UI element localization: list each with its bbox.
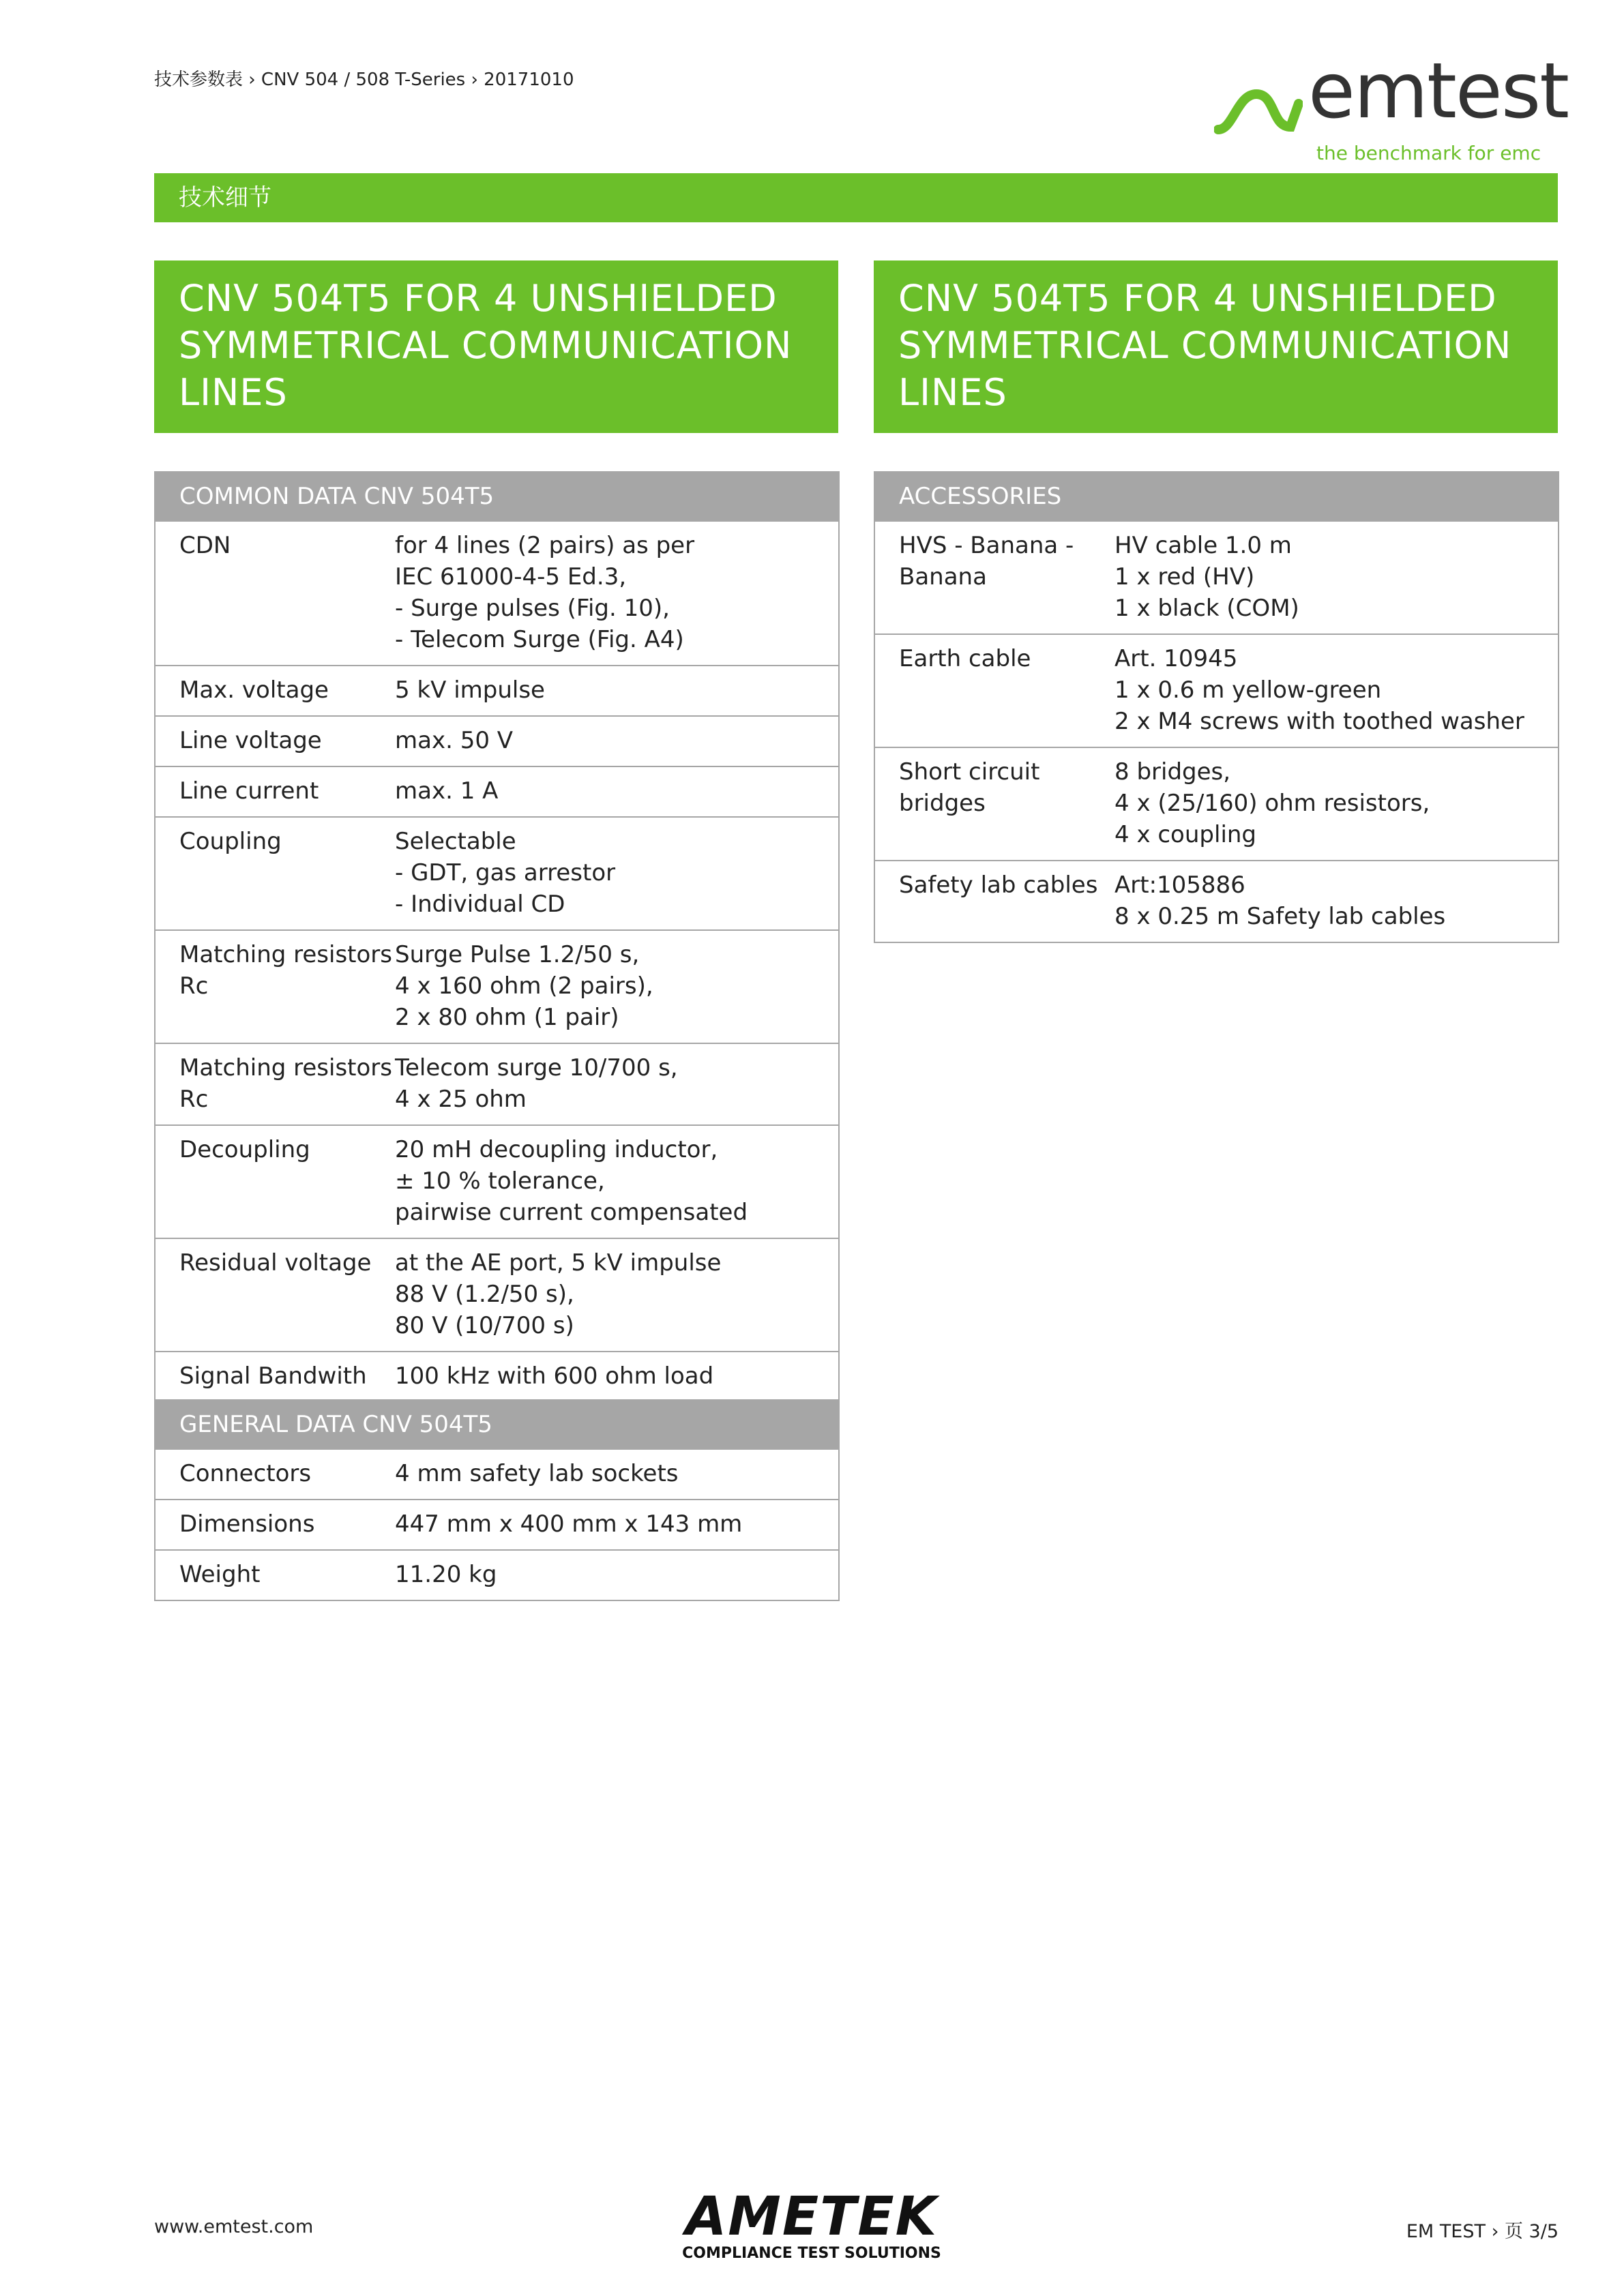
table-row [155,1238,839,1352]
value-line: 80 V (10/700 s) [395,1312,574,1339]
row-value [395,1125,839,1238]
row-label [874,861,1114,942]
label-line: Connectors [179,1460,312,1487]
value-line: 100 kHz with 600 ohm load [395,1362,714,1390]
row-value [395,1449,839,1500]
value-line: 4 x 160 ohm (2 pairs), [395,972,653,1000]
value-line: 4 x 25 ohm [395,1086,527,1113]
value-line: HV cable 1.0 m [1114,532,1292,559]
value-line: max. 1 A [395,777,499,805]
title-line: CNV 504T5 FOR 4 UNSHIELDED [898,277,1497,320]
row-label [155,1352,395,1402]
label-line: Matching resistors [179,1054,392,1082]
table-row [155,521,839,666]
table-row [874,861,1559,942]
row-label [155,1043,395,1125]
table-heading: ACCESSORIES [874,472,1559,521]
table-row [155,1500,839,1550]
label-line: Matching resistors [179,941,392,968]
value-line: 8 x 0.25 m Safety lab cables [1114,903,1446,930]
value-line: 88 V (1.2/50 s), [395,1281,574,1308]
value-line: 1 x black (COM) [1114,595,1299,622]
row-value [395,1043,839,1125]
label-line: CDN [179,532,231,559]
value-line: 5 kV impulse [395,676,545,704]
label-line: Short circuit [899,758,1040,786]
label-line: Earth cable [899,645,1031,672]
value-line: ± 10 % tolerance, [395,1167,605,1195]
value-line: 4 mm safety lab sockets [395,1460,679,1487]
table-row [874,747,1559,861]
value-line: - Telecom Surge (Fig. A4) [395,626,684,653]
table-row [155,930,839,1043]
value-line: pairwise current compensated [395,1199,748,1226]
value-line: 2 x M4 screws with toothed washer [1114,708,1524,735]
value-line: 11.20 kg [395,1561,497,1588]
row-label [874,634,1114,747]
value-line: Art:105886 [1114,871,1245,899]
label-line: Coupling [179,828,282,855]
row-label [155,766,395,817]
row-value [395,1550,839,1600]
common-data-table [154,471,840,1403]
section-title-bar: 技术细节 [154,173,1558,222]
table-row [155,817,839,930]
title-line: CNV 504T5 FOR 4 UNSHIELDED [179,277,778,320]
accessories-table [874,471,1559,943]
row-value [1114,521,1559,634]
footer-website: www.emtest.com [154,2216,314,2237]
table-row [155,766,839,817]
ametek-logo [682,2186,941,2262]
row-value [1114,747,1559,861]
label-line: Rc [179,1086,209,1113]
table-row [155,716,839,766]
row-value [395,716,839,766]
value-line: - Individual CD [395,891,565,918]
value-line: - Surge pulses (Fig. 10), [395,595,670,622]
table-row [155,1352,839,1402]
row-label [874,747,1114,861]
value-line: - GDT, gas arrestor [395,859,616,886]
label-line: Decoupling [179,1136,310,1163]
label-line: Rc [179,972,209,1000]
ametek-subtitle: COMPLIANCE TEST SOLUTIONS [682,2245,941,2262]
product-title-left [154,260,838,433]
value-line: Art. 10945 [1114,645,1238,672]
row-label [155,666,395,716]
general-data-table [154,1399,840,1601]
row-value [395,930,839,1043]
breadcrumb: 技术参数表 › CNV 504 / 508 T-Series › 20171010 [154,70,574,90]
table-row [155,1449,839,1500]
row-value [395,666,839,716]
table-heading: GENERAL DATA CNV 504T5 [155,1400,839,1449]
value-line: Telecom surge 10/700 s, [395,1054,678,1082]
label-line: Max. voltage [179,676,329,704]
value-line: at the AE port, 5 kV impulse [395,1249,722,1277]
value-line: Selectable [395,828,516,855]
row-label [155,1238,395,1352]
row-value [395,817,839,930]
title-line: SYMMETRICAL COMMUNICATION [179,324,793,367]
value-line: 8 bridges, [1114,758,1231,786]
title-line: LINES [898,371,1007,414]
value-line: 4 x coupling [1114,821,1257,848]
table-row [874,521,1559,634]
value-line: max. 50 V [395,727,514,754]
table-row [155,666,839,716]
label-line: Residual voltage [179,1249,372,1277]
row-label [155,521,395,666]
row-value [1114,634,1559,747]
label-line: Line current [179,777,319,805]
title-line: LINES [179,371,288,414]
label-line: Safety lab cables [899,871,1098,899]
footer-page-number: EM TEST › 页 3/5 [1406,2221,1559,2242]
value-line: 1 x 0.6 m yellow-green [1114,676,1382,704]
row-value [395,1352,839,1402]
value-line: for 4 lines (2 pairs) as per [395,532,695,559]
table-heading: COMMON DATA CNV 504T5 [155,472,839,521]
value-line: 20 mH decoupling inductor, [395,1136,718,1163]
label-line: Line voltage [179,727,322,754]
product-title-right [874,260,1558,433]
table-row [155,1550,839,1600]
value-line: 447 mm x 400 mm x 143 mm [395,1510,743,1538]
label-line: Signal Bandwith [179,1362,367,1390]
row-value [1114,861,1559,942]
row-label [155,930,395,1043]
value-line: 2 x 80 ohm (1 pair) [395,1004,619,1031]
table-row [155,1043,839,1125]
label-line: HVS - Banana - [899,532,1074,559]
table-row [155,1125,839,1238]
emtest-logo [1214,47,1569,170]
row-label [155,716,395,766]
table-row [874,634,1559,747]
row-label [155,1500,395,1550]
label-line: Dimensions [179,1510,315,1538]
value-line: 4 x (25/160) ohm resistors, [1114,790,1430,817]
row-value [395,1500,839,1550]
row-label [155,1125,395,1238]
logo-tagline: the benchmark for emc [1316,142,1541,164]
row-value [395,1238,839,1352]
row-label [155,1449,395,1500]
row-label [874,521,1114,634]
value-line: Surge Pulse 1.2/50 s, [395,941,640,968]
label-line: Banana [899,563,987,591]
wave-icon [1214,85,1303,139]
row-label [155,1550,395,1600]
title-line: SYMMETRICAL COMMUNICATION [898,324,1512,367]
row-value [395,521,839,666]
ametek-wordmark: AMETEK [685,2186,939,2248]
logo-wordmark: emtest [1308,47,1569,136]
row-value [395,766,839,817]
value-line: 1 x red (HV) [1114,563,1255,591]
row-label [155,817,395,930]
value-line: IEC 61000-4-5 Ed.3, [395,563,627,591]
label-line: Weight [179,1561,261,1588]
label-line: bridges [899,790,986,817]
